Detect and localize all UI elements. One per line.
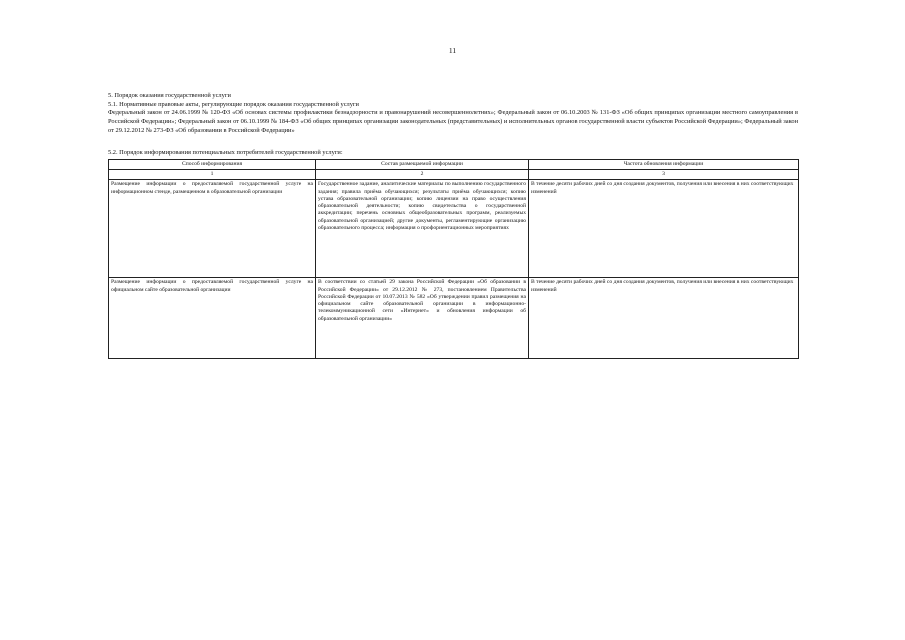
cell-content: В соответствии со статьей 29 закона Российской Федерации «Об образовании в Российской Федерации» от 29.12.2012 № 273, постановлением Правительства Российской Федерации от 10.07.2013 № 582 «Об утверждении правил размещения на официальном сайте образовательной организации в информационно-телекоммуникационной сети «Интернет» и обновления информации об образовательной организации» [316, 278, 529, 359]
column-number: 3 [529, 170, 799, 180]
header-content: Состав размещаемой информации [316, 159, 529, 169]
cell-content: Государственное задание, аналитические материалы по выполнению государственного задания; правила приёма обучающихся; результаты приёма обучающихся; копию устава образовательной организации; копию лицензии на право осуществления образовательной деятельности; копию свидетельства о государственной аккредитации; перечень основных общеобразовательных программ, реализуемых образовательной организацией; другие документы, регламентирующие организацию образовательного процесса; информация о профориентационных мероприятиях [316, 180, 529, 278]
cell-frequency: В течение десяти рабочих дней со дня создания документов, получения или внесения в них соответствующих изменений [529, 278, 799, 359]
informing-table [108, 159, 799, 360]
table-header-row [109, 159, 799, 169]
column-number: 2 [316, 170, 529, 180]
cell-frequency: В течение десяти рабочих дней со дня создания документов, получения или внесения в них соответствующих изменений [529, 180, 799, 278]
document-body [108, 92, 798, 359]
table-row [109, 180, 799, 278]
page-number: 11 [448, 46, 457, 55]
column-number: 1 [109, 170, 316, 180]
cell-method: Размещение информации о предоставляемой государственной услуге на официальном сайте образовательной организации [109, 278, 316, 359]
cell-method: Размещение информации о предоставляемой государственной услуге на информационном стенде, размещенном в образовательной организации [109, 180, 316, 278]
table-number-row [109, 170, 799, 180]
legal-acts-paragraph: Федеральный закон от 24.06.1999 № 120-ФЗ «Об основах системы профилактики безнадзорности и правонарушений несовершеннолетних»; Федеральный закон от 06.10.2003 № 131-ФЗ «Об общих принципах организации местного самоуправления в Российской Федерации»; Федеральный закон от 06.10.1999 № 184-ФЗ «Об общих принципах организации законодательных (представительных) и исполнительных органов государственной власти субъектов Российской Федерации»; Федеральный закон от 29.12.2012 № 273-ФЗ «Об образовании в Российской Федерации» [108, 109, 798, 134]
section-title: 5. Порядок оказания государственной услуги [108, 92, 231, 99]
subsection-5-1-title: 5.1. Нормативные правовые акты, регулирующие порядок оказания государственной услуги [108, 100, 359, 108]
header-method: Способ информирования [109, 159, 316, 169]
subsection-5-2-title: 5.2. Порядок информирования потенциальных потребителей государственной услуги: [108, 149, 343, 157]
table-row [109, 278, 799, 359]
header-frequency: Частота обновления информации [529, 159, 799, 169]
